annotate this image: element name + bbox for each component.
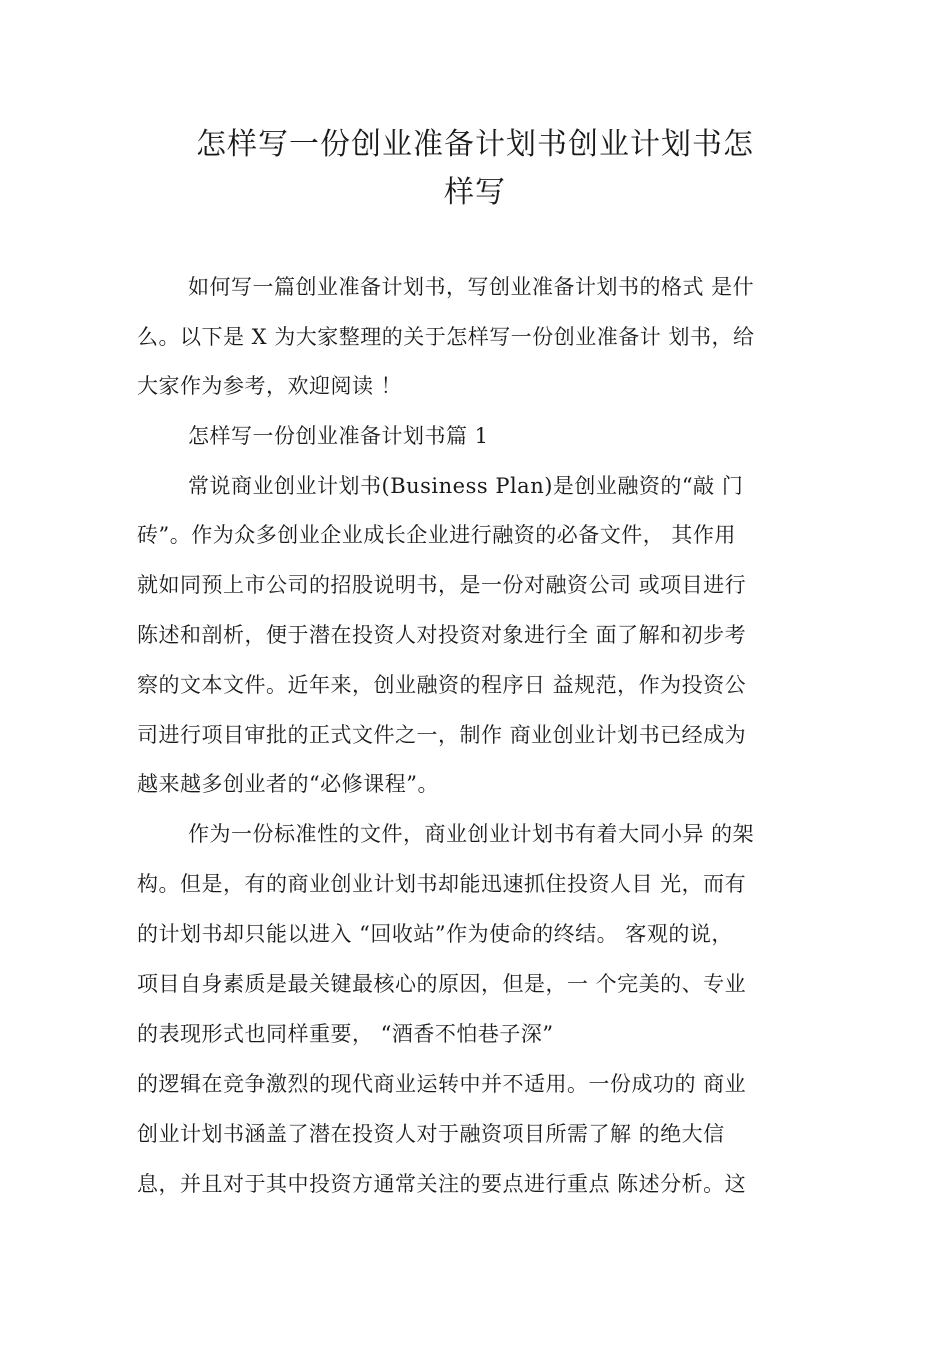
- section-heading: 怎样写一份创业准备计划书篇 1: [188, 424, 489, 448]
- body-line-5: 常说商业创业计划书(Business Plan)是创业融资的“敲 门: [188, 474, 744, 498]
- body-line-17: 的逻辑在竞争激烈的现代商业运转中并不适用。一份成功的 商业: [137, 1072, 747, 1096]
- body-line-12: 作为一份标准性的文件，商业创业计划书有着大同小异 的架: [188, 822, 755, 846]
- body-line-13: 构。但是，有的商业创业计划书却能迅速抓住投资人目 光，而有: [137, 872, 747, 896]
- body-line-9: 察的文本文件。近年来，创业融资的程序日 益规范，作为投资公: [137, 673, 747, 697]
- body-line-11: 越来越多创业者的“必修课程”。: [137, 772, 439, 796]
- document-title-line-1: 怎样写一份创业准备计划书创业计划书怎: [196, 127, 754, 162]
- body-line-2: 么。以下是 X 为大家整理的关于怎样写一份创业准备计 划书，给: [137, 325, 755, 349]
- document-title-line-2: 样写: [444, 175, 506, 210]
- body-line-15: 项目自身素质是最关键最核心的原因，但是，一 个完美的、专业: [137, 972, 747, 996]
- body-line-1: 如何写一篇创业准备计划书，写创业准备计划书的格式 是什: [188, 275, 755, 299]
- body-line-19: 息，并且对于其中投资方通常关注的要点进行重点 陈述分析。这: [137, 1172, 747, 1196]
- body-line-14: 的计划书却只能以进入 “回收站”作为使命的终结。 客观的说，: [137, 922, 733, 946]
- body-line-10: 司进行项目审批的正式文件之一，制作 商业创业计划书已经成为: [137, 723, 747, 747]
- body-line-7: 就如同预上市公司的招股说明书，是一份对融资公司 或项目进行: [137, 573, 747, 597]
- body-line-8: 陈述和剖析，便于潜在投资人对投资对象进行全 面了解和初步考: [137, 623, 747, 647]
- body-line-3: 大家作为参考，欢迎阅读 ！: [137, 374, 403, 398]
- body-line-6: 砖”。作为众多创业企业成长企业进行融资的必备文件， 其作用: [137, 523, 736, 547]
- body-line-16: 的表现形式也同样重要， “酒香不怕巷子深”: [137, 1022, 554, 1046]
- body-line-18: 创业计划书涵盖了潜在投资人对于融资项目所需了解 的绝大信: [137, 1122, 725, 1146]
